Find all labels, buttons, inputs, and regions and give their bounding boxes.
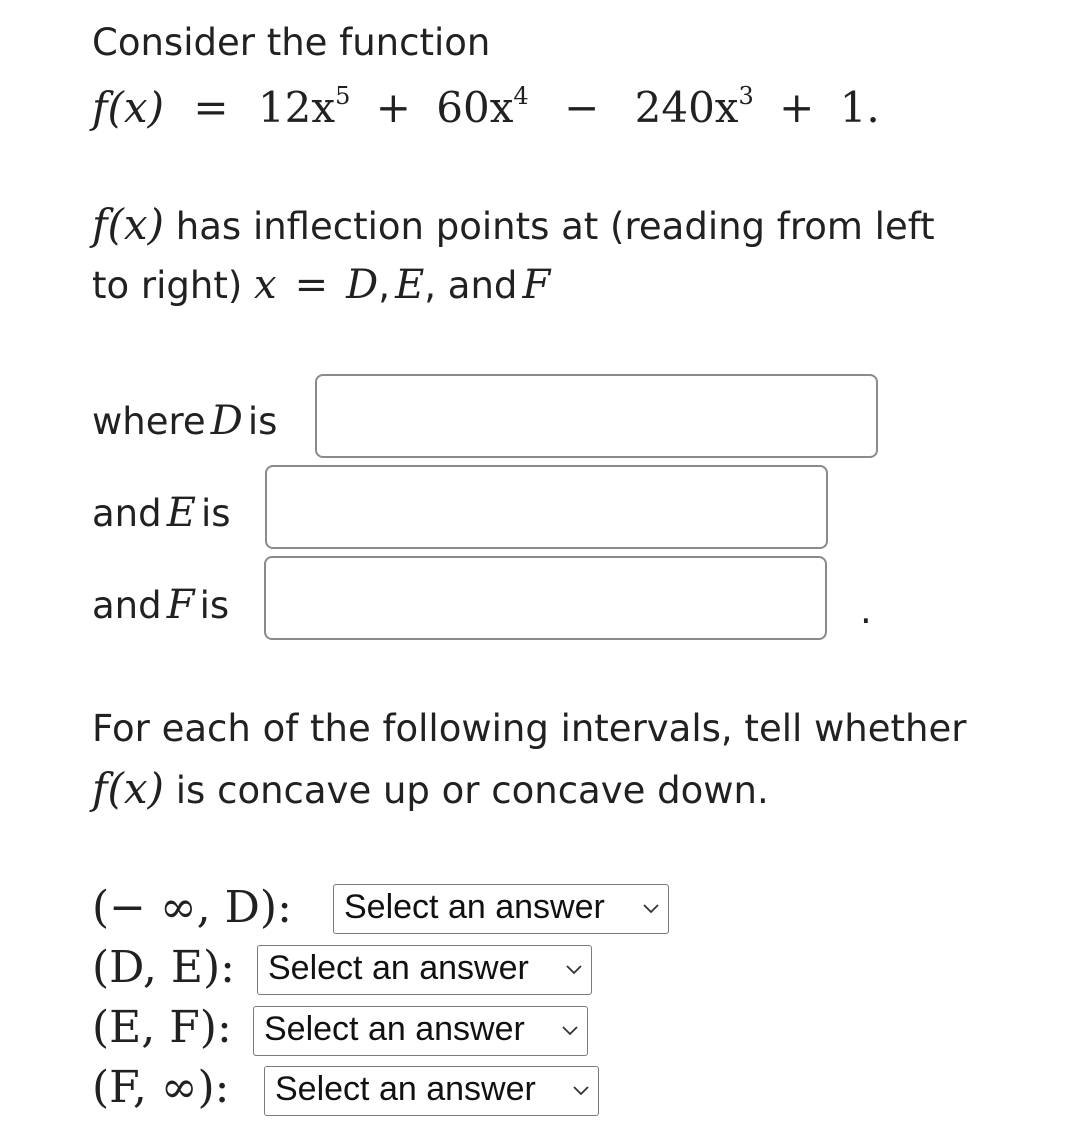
label-d-post: is (247, 400, 278, 443)
trailing-period: . (860, 589, 872, 632)
label-f-post: is (199, 584, 230, 627)
label-f-pre: and (92, 584, 162, 627)
d-input[interactable] (315, 374, 878, 458)
chevron-down-icon (642, 899, 660, 917)
interval-select-4[interactable] (264, 1066, 599, 1116)
label-d-var: D (210, 398, 243, 444)
chevron-down-icon (561, 1021, 579, 1039)
concavity-fx: f(x) (92, 764, 165, 813)
label-e-var: E (166, 490, 196, 536)
label-d-pre: where (92, 400, 206, 443)
f-input[interactable] (264, 556, 827, 640)
label-e-post: is (201, 492, 231, 535)
sep-comma: , (378, 264, 390, 307)
var-f: F (522, 262, 551, 308)
interval-select-4-value: Select an answer (275, 1070, 536, 1108)
operator-1: + (375, 83, 411, 132)
e-input[interactable] (265, 465, 828, 549)
interval-label-3: (E, F): (92, 1002, 232, 1053)
concavity-text-2: is concave up or concave down. (164, 769, 769, 812)
label-f (92, 582, 229, 628)
label-e (92, 490, 231, 536)
var-e: E (395, 262, 425, 308)
sep-and: , and (424, 264, 518, 307)
inflection-eq: = (294, 262, 329, 308)
interval-label-4: (F, ∞): (92, 1062, 230, 1113)
interval-select-3-value: Select an answer (264, 1010, 525, 1048)
equals-sign: = (193, 83, 229, 132)
term-1: $12x^5$ (257, 82, 351, 132)
term-3: $240x^3$ (634, 82, 754, 132)
interval-label-1: (− ∞, D): (92, 882, 292, 933)
constant-term: 1. (839, 83, 880, 132)
var-d: D (346, 262, 379, 308)
label-d (92, 398, 277, 444)
concavity-line-2 (92, 764, 769, 813)
interval-select-2[interactable] (257, 945, 592, 995)
label-f-var: F (166, 582, 195, 628)
term-2: $60x^4$ (436, 82, 529, 132)
interval-select-2-value: Select an answer (268, 949, 529, 987)
chevron-down-icon (565, 960, 583, 978)
function-definition (92, 82, 880, 132)
var-x: x (254, 262, 277, 308)
intro-text: Consider the function (92, 21, 491, 64)
inflection-text-2: to right) (92, 264, 255, 307)
label-e-pre: and (92, 492, 162, 535)
inflection-line-1 (92, 200, 935, 249)
interval-select-1[interactable] (333, 884, 669, 934)
inflection-fx: f(x) (92, 200, 165, 249)
function-lhs: f(x) (92, 83, 165, 132)
inflection-text-1: has inflection points at (reading from left (164, 205, 935, 248)
interval-label-2: (D, E): (92, 942, 235, 993)
chevron-down-icon (572, 1081, 590, 1099)
interval-select-1-value: Select an answer (344, 888, 605, 926)
inflection-line-2 (92, 262, 550, 308)
concavity-line-1: For each of the following intervals, tell whether (92, 707, 967, 750)
interval-select-3[interactable] (253, 1006, 588, 1056)
operator-3: + (779, 83, 815, 132)
operator-2: − (564, 83, 600, 132)
